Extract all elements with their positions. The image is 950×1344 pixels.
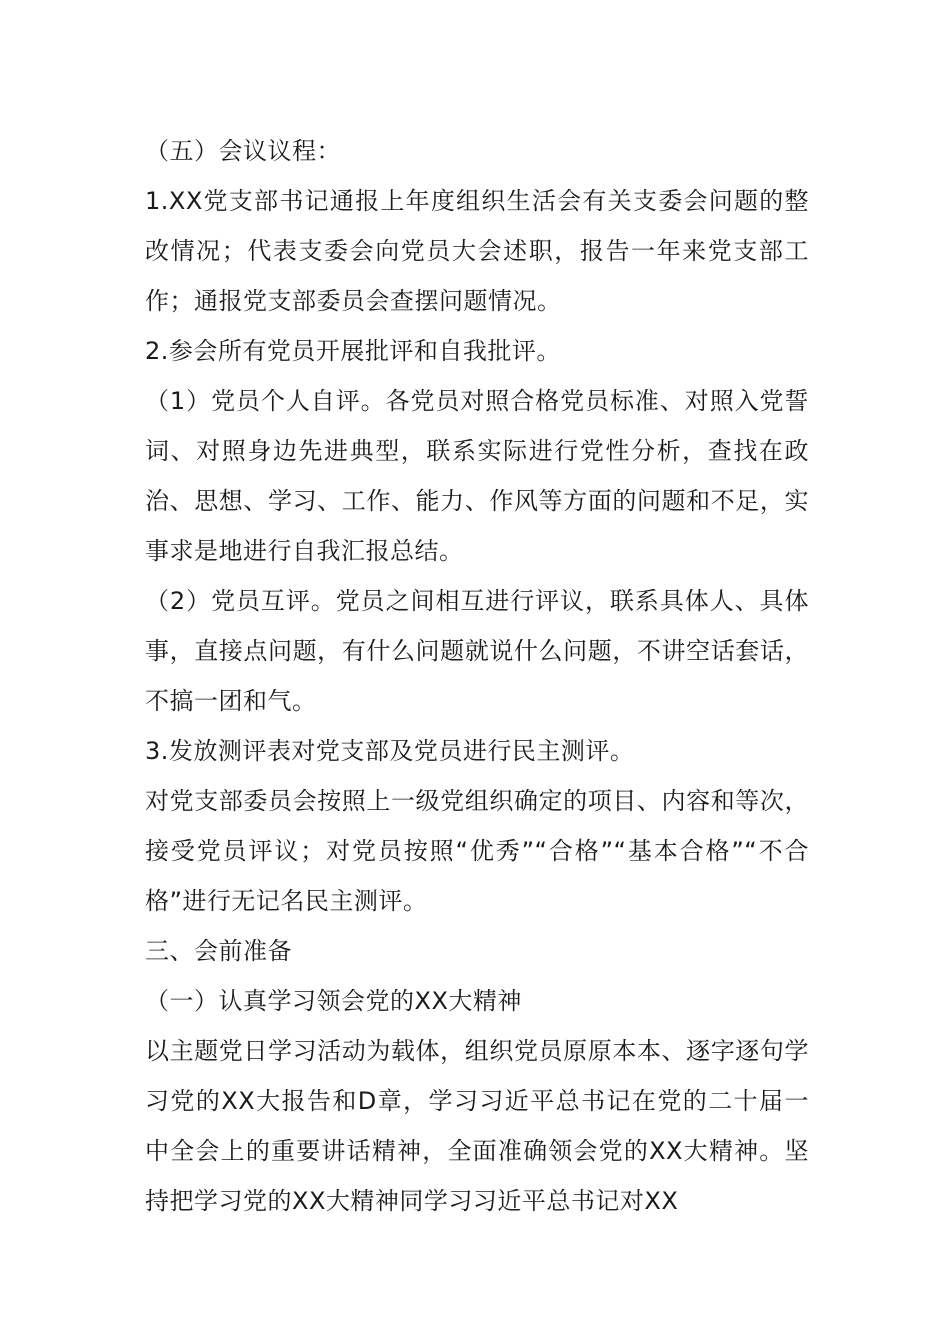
agenda-item-1: 1.XX党支部书记通报上年度组织生活会有关支委会问题的整改情况；代表支委会向党员大会述职，报告一年来党支部工作；通报党支部委员会查摆问题情况。 [145,187,809,315]
agenda-item-3: 3.发放测评表对党支部及党员进行民主测评。 [145,737,635,765]
agenda-subitem-self-evaluation: （1）党员个人自评。各党员对照合格党员标准、对照入党誓词、对照身边先进典型，联系实际进行党性分析，查找在政治、思想、学习、工作、能力、作风等方面的问题和不足，实事求是地进行自我汇报总结。 [145,387,809,565]
subsection-heading-study: （一）认真学习领会党的XX大精神 [145,987,522,1015]
document-body [145,126,809,1226]
section-heading-preparation: 三、会前准备 [145,937,292,965]
study-description: 以主题党日学习活动为载体，组织党员原原本本、逐字逐句学习党的XX大报告和D章，学习习近平总书记在党的二十届一中全会上的重要讲话精神，全面准确领会党的XX大精神。坚持把学习党的XX大精神同学习习近平总书记对XX [145,1037,809,1215]
agenda-item-2: 2.参会所有党员开展批评和自我批评。 [145,337,561,365]
agenda-subitem-peer-evaluation: （2）党员互评。党员之间相互进行评议，联系具体人、具体事，直接点问题，有什么问题就说什么问题，不讲空话套话，不搞一团和气。 [145,587,809,715]
section-heading-agenda: （五）会议议程： [145,137,341,165]
evaluation-description: 对党支部委员会按照上一级党组织确定的项目、内容和等次，接受党员评议；对党员按照“优秀”“合格”“基本合格”“不合格”进行无记名民主测评。 [145,787,809,915]
